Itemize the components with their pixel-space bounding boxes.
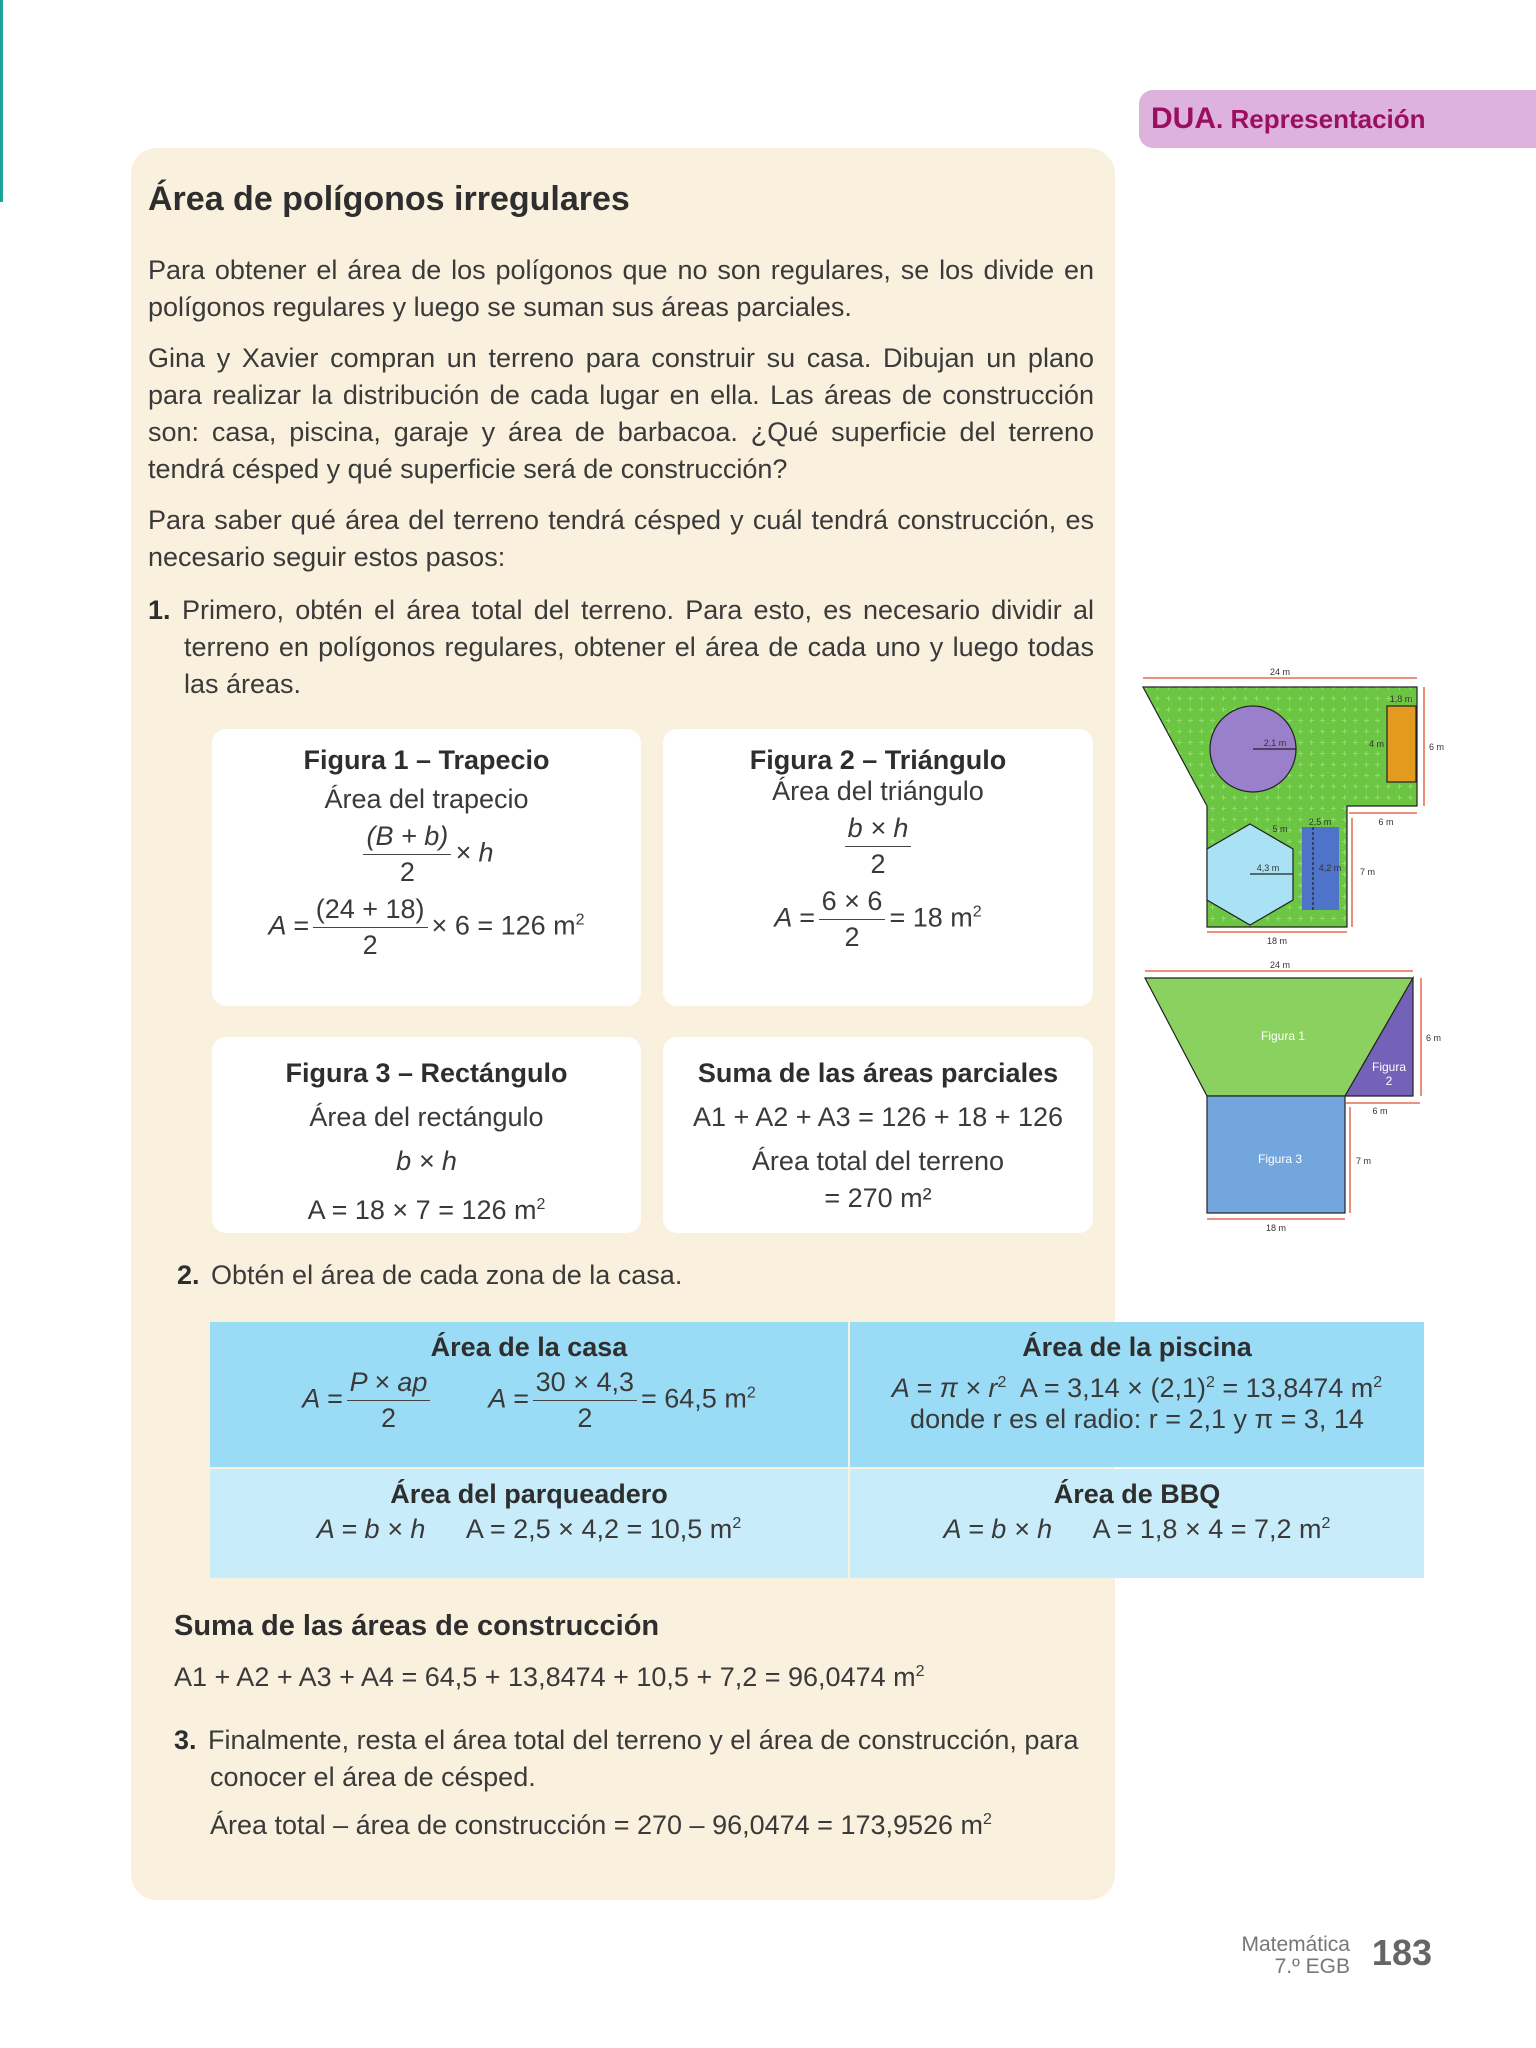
formula: b × h — [396, 1146, 457, 1176]
step-1 — [148, 592, 1094, 703]
exponent: 2 — [732, 1515, 742, 1532]
dim-step: 6 m — [1378, 817, 1394, 827]
final-result-text: Área total – área de construcción = 270 – 96,0474 = 173,9526 m — [210, 1810, 984, 1840]
label-figura-2: Figura — [1371, 1060, 1407, 1074]
card-suma — [663, 1037, 1093, 1233]
step-number: 2. — [177, 1260, 200, 1290]
exponent: 2 — [915, 1663, 925, 1680]
construction-sum-text: A1 + A2 + A3 + A4 = 64,5 + 13,8474 + 10,5 + 7,2 = 96,0474 m — [174, 1662, 916, 1692]
dim-parking-width: 2,5 m — [1308, 817, 1332, 827]
step-text: Obtén el área de cada zona de la casa. — [211, 1260, 683, 1290]
page-title: Área de polígonos irregulares — [148, 180, 630, 218]
dim-radius: 2,1 m — [1263, 738, 1287, 748]
formula-result: = 18 m — [889, 902, 973, 933]
formula-result: = 13,8474 m — [1222, 1373, 1374, 1403]
dim-top: 24 m — [1269, 667, 1291, 677]
fraction-denominator: 2 — [362, 930, 378, 960]
dua-section: Representación — [1230, 104, 1426, 134]
house-areas-table — [210, 1322, 1424, 1578]
fraction-numerator: P × ap — [349, 1367, 428, 1397]
exponent: 2 — [1205, 1374, 1215, 1391]
formula: A = 3,14 × (2,1) — [1019, 1373, 1206, 1403]
step-number: 1. — [148, 595, 171, 625]
cell-casa — [210, 1322, 848, 1467]
exponent: 2 — [997, 1374, 1007, 1391]
dim-bottom: 18 m — [1266, 936, 1288, 946]
construction-sum — [174, 1662, 925, 1693]
dim-lower: 7 m — [1356, 1156, 1372, 1166]
page-footer — [1150, 1930, 1440, 1990]
fraction-numerator: 30 × 4,3 — [533, 1367, 637, 1401]
cell-parqueadero — [210, 1469, 848, 1578]
cell-title: Área de BBQ — [1053, 1479, 1221, 1509]
final-result — [210, 1810, 992, 1841]
formula-lhs: A = — [774, 902, 815, 933]
dim-right: 6 m — [1429, 742, 1445, 752]
dim-right: 6 m — [1426, 1033, 1442, 1043]
fraction-numerator: (B + b) — [366, 821, 449, 851]
card-title: Figura 2 – Triángulo — [749, 745, 1007, 775]
problem-paragraph: Gina y Xavier compran un terreno para construir su casa. Dibujan un plano para realizar la distribución de cada lugar en ella. Las áreas de construcción son: casa, piscina, garaje y área de barbacoa. ¿Qué superficie del terreno tendrá césped y qué superficie será de construcción? — [148, 343, 1094, 484]
fraction-numerator: (24 + 18) — [313, 894, 428, 928]
dim-apothem: 4,3 m — [1256, 863, 1280, 873]
exponent: 2 — [972, 903, 982, 921]
formula-result: × 6 = 126 m — [431, 910, 576, 941]
formula-lhs: A = — [268, 910, 309, 941]
footer-subject: Matemática — [1241, 1933, 1350, 1956]
step-text: Primero, obtén el área total del terreno. Para esto, es necesario dividir al terreno en polígonos regulares, obtener el área de cada uno y luego todas las áreas. — [182, 595, 1094, 699]
label-figura-2-number: 2 — [1385, 1074, 1393, 1088]
page-number: 183 — [1371, 1932, 1432, 1973]
card-figura-2 — [663, 729, 1093, 1006]
card-subtitle: Área del trapecio — [324, 784, 529, 814]
formula-lhs: A = — [488, 1383, 529, 1414]
card-title: Suma de las áreas parciales — [697, 1058, 1059, 1088]
steps-intro-paragraph: Para saber qué área del terreno tendrá césped y cuál tendrá construcción, es necesario seguir estos pasos: — [148, 505, 1094, 572]
card-subtitle: Área del triángulo — [772, 776, 984, 806]
sum-line: A1 + A2 + A3 = 126 + 18 + 126 — [692, 1102, 1064, 1132]
fraction-denominator: 2 — [380, 1403, 396, 1433]
exponent: 2 — [746, 1384, 756, 1402]
dim-step: 6 m — [1372, 1106, 1388, 1116]
fraction-numerator: 6 × 6 — [819, 886, 886, 920]
dim-bbq-height: 4 m — [1368, 739, 1384, 749]
dim-lower: 7 m — [1360, 867, 1376, 877]
dua-separator: . — [1216, 104, 1224, 134]
cell-title: Área de la casa — [430, 1332, 628, 1362]
step-2 — [177, 1257, 682, 1294]
formula-tail: × h — [455, 837, 494, 868]
formula-result: = 64,5 m — [641, 1383, 747, 1414]
construction-title: Suma de las áreas de construcción — [174, 1610, 660, 1642]
fraction-denominator: 2 — [399, 857, 415, 887]
dim-bbq-width: 1,8 m — [1389, 694, 1413, 704]
card-figura-1 — [212, 729, 641, 1006]
card-subtitle: Área total del terreno — [751, 1146, 1005, 1176]
cell-title: Área de la piscina — [1022, 1332, 1252, 1362]
exponent: 2 — [1373, 1374, 1383, 1391]
dim-parking-height: 4,2 m — [1318, 863, 1342, 873]
intro-paragraph: Para obtener el área de los polígonos que no son regulares, se los divide en polígonos regulares y luego se suman sus áreas parciales. — [148, 255, 1094, 322]
margin-accent-line — [0, 0, 3, 202]
label-figura-1: Figura 1 — [1260, 1029, 1306, 1043]
card-figura-3 — [212, 1037, 641, 1233]
label-figura-3: Figura 3 — [1257, 1152, 1303, 1166]
exponent: 2 — [983, 1811, 992, 1828]
step-number: 3. — [174, 1725, 197, 1755]
fraction-denominator: 2 — [870, 849, 886, 879]
exponent: 2 — [1321, 1515, 1331, 1532]
cell-title: Área del parqueadero — [390, 1479, 668, 1509]
formula-result: A = 2,5 × 4,2 = 10,5 m — [465, 1514, 733, 1544]
cell-bbq — [850, 1469, 1424, 1578]
card-title: Figura 1 – Trapecio — [303, 745, 550, 775]
fraction-numerator: b × h — [847, 813, 909, 843]
decomposition-diagram — [1130, 950, 1460, 1240]
dua-label: DUA — [1151, 102, 1216, 135]
formula: A = b × h — [316, 1514, 426, 1544]
formula: A = π × r — [891, 1373, 998, 1403]
step-3 — [174, 1722, 1094, 1796]
radius-note: donde r es el radio: r = 2,1 y π = 3, 14 — [910, 1404, 1364, 1434]
dua-banner — [1139, 90, 1536, 148]
fraction-denominator: 2 — [844, 922, 860, 952]
formula-result: A = 1,8 × 4 = 7,2 m — [1092, 1514, 1322, 1544]
bbq-rect — [1387, 706, 1416, 782]
dim-top: 24 m — [1269, 960, 1291, 970]
formula-lhs: A = — [302, 1383, 343, 1414]
land-plan-diagram — [1130, 660, 1460, 950]
formula-result: A = 18 × 7 = 126 m — [307, 1195, 537, 1225]
total-area: = 270 m² — [824, 1183, 932, 1213]
exponent: 2 — [536, 1196, 546, 1213]
card-title: Figura 3 – Rectángulo — [285, 1058, 568, 1088]
cell-piscina — [850, 1322, 1424, 1467]
formula: A = b × h — [943, 1514, 1053, 1544]
dim-bottom: 18 m — [1265, 1223, 1287, 1233]
card-subtitle: Área del rectángulo — [309, 1102, 544, 1132]
fraction-denominator: 2 — [577, 1403, 593, 1433]
step-text: Finalmente, resta el área total del terreno y el área de construcción, para conocer el área de césped. — [208, 1725, 1079, 1792]
footer-grade: 7.º EGB — [1274, 1955, 1350, 1978]
exponent: 2 — [575, 911, 585, 929]
dim-side: 5 m — [1272, 824, 1288, 834]
